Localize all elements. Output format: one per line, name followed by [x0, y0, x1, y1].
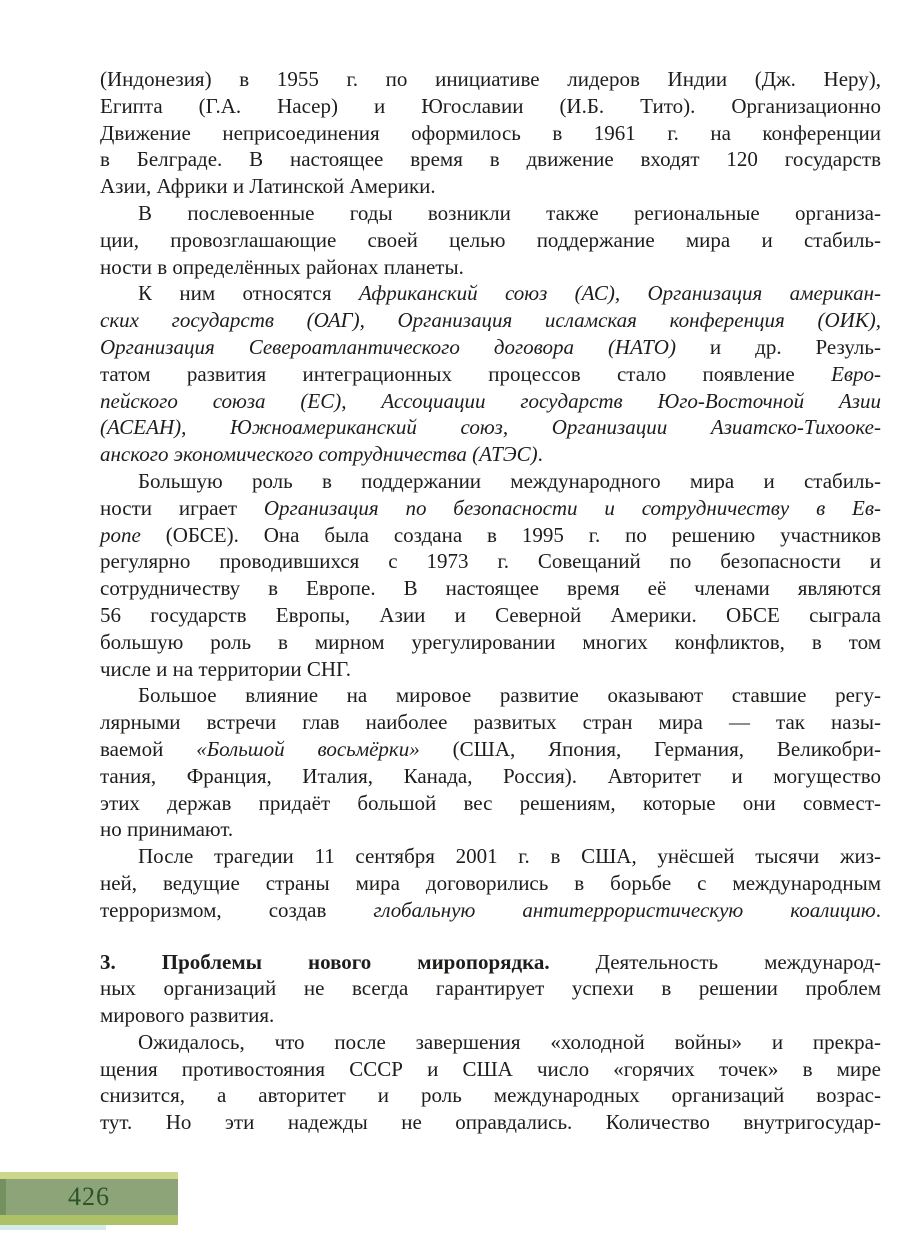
body-text: . — [537, 442, 543, 467]
body-text: После трагедии 11 сентября 2001 г. в США, унёсшей тысячи жиз- — [138, 844, 881, 869]
page-number-box — [0, 1172, 178, 1230]
text-line — [100, 120, 881, 147]
text-line — [100, 897, 881, 924]
text-line — [100, 93, 881, 120]
body-text: ваемой — [100, 736, 197, 761]
body-text: в Белграде. В настоящее время в движение входят 120 государств — [100, 147, 881, 172]
text-line — [100, 629, 881, 656]
text-line — [100, 1002, 881, 1029]
paragraph — [100, 200, 881, 280]
body-text: К ним относятся — [138, 281, 359, 306]
text-line — [100, 200, 881, 227]
text-line — [100, 870, 881, 897]
text-line — [100, 763, 881, 790]
body-text: Египта (Г.А. Насер) и Югославии (И.Б. Тито). Организационно — [100, 93, 881, 118]
text-line — [100, 522, 881, 549]
body-text: (Индонезия) в 1955 г. по инициативе лидеров Индии (Дж. Неру), — [100, 67, 881, 91]
text-line — [100, 790, 881, 817]
italic-text: анского экономического сотрудничества (АТЭС) — [100, 442, 538, 467]
text-line — [100, 548, 881, 575]
italic-text: ских государств (ОАГ), Организация исламская конференция (ОИК), — [100, 308, 881, 333]
text-line — [100, 1056, 881, 1083]
body-text: Большую роль в поддержании международного мира и стабиль- — [138, 468, 881, 493]
paragraph — [100, 682, 881, 843]
body-text: . — [875, 897, 881, 922]
body-text: В послевоенные годы возникли также региональные организа- — [138, 200, 881, 225]
body-text: (ОБСЕ). Она была создана в 1995 г. по решению участников — [140, 522, 881, 547]
text-line — [100, 709, 881, 736]
text-column — [100, 66, 881, 1136]
body-text: сотрудничеству в Европе. В настоящее время её членами являются — [100, 576, 881, 601]
text-line — [100, 441, 881, 468]
text-line — [100, 682, 881, 709]
body-text: ности в определённых районах планеты. — [100, 254, 464, 279]
text-line — [100, 949, 881, 976]
text-line — [100, 280, 881, 307]
body-text: тания, Франция, Италия, Канада, Россия). Авторитет и могущество — [100, 763, 881, 788]
text-line — [100, 575, 881, 602]
text-line — [100, 1109, 881, 1136]
body-text: но принимают. — [100, 817, 234, 842]
text-line — [100, 146, 881, 173]
body-text: мирового развития. — [100, 1003, 275, 1028]
body-text: и др. Резуль- — [675, 334, 881, 359]
text-line — [100, 1082, 881, 1109]
body-text: ности играет — [100, 495, 264, 520]
italic-text: пейского союза (ЕС), Ассоциации государств Юго-Восточной Азии — [100, 388, 881, 413]
body-text: снизится, а авторитет и роль международных организаций возрас- — [100, 1083, 881, 1108]
body-text: терроризмом, создав — [100, 897, 374, 922]
text-line — [100, 656, 881, 683]
body-text: щения противостояния СССР и США число «горячих точек» в мире — [100, 1056, 881, 1081]
text-line — [100, 414, 881, 441]
paragraph — [100, 949, 881, 1029]
italic-text: Организация Североатлантического договора (НАТО) — [100, 334, 676, 359]
pagenum-strip-bottom — [0, 1215, 178, 1225]
italic-text: «Большой восьмёрки» — [196, 736, 420, 761]
body-text: этих держав придаёт большой вес решениям, которые они совмест- — [100, 790, 881, 815]
paragraph — [100, 1029, 881, 1136]
body-text: Большое влияние на мировое развитие оказывают ставшие регу- — [138, 683, 881, 708]
text-line — [100, 495, 881, 522]
italic-text: ропе — [100, 522, 141, 547]
body-text: большую роль в мирном урегулировании многих конфликтов, в том — [100, 629, 881, 654]
body-text: Ожидалось, что после завершения «холодной войны» и прекра- — [138, 1029, 881, 1054]
text-line — [100, 227, 881, 254]
text-line — [100, 975, 881, 1002]
body-text: Азии, Африки и Латинской Америки. — [100, 174, 436, 199]
text-line — [100, 66, 881, 93]
body-text: Деятельность международ- — [549, 949, 882, 974]
body-text: регулярно проводившихся с 1973 г. Совещаний по безопасности и — [100, 549, 881, 574]
text-line — [100, 843, 881, 870]
paragraph — [100, 280, 881, 468]
pagenum-strip-blue — [0, 1225, 106, 1230]
text-line — [100, 1029, 881, 1056]
italic-text: Организация по безопасности и сотрудничеству в Ев- — [263, 495, 881, 520]
body-text: числе и на территории СНГ. — [100, 656, 352, 681]
body-text: Движение неприсоединения оформилось в 1961 г. на конференции — [100, 120, 881, 145]
text-line — [100, 468, 881, 495]
body-text: (США, Япония, Германия, Великобри- — [419, 736, 881, 761]
italic-text: Африканский союз (АС), Организация американ- — [358, 281, 882, 306]
body-text: ции, провозглашающие своей целью поддержание мира и стабиль- — [100, 227, 881, 252]
italic-text: глобальную антитеррористическую коалицию — [373, 897, 876, 922]
text-line — [100, 361, 881, 388]
text-line — [100, 307, 881, 334]
text-line — [100, 736, 881, 763]
italic-text: Евро- — [831, 361, 881, 386]
pagenum-strip-top — [0, 1172, 178, 1179]
body-text: лярными встречи глав наиболее развитых стран мира — так назы- — [100, 710, 881, 735]
page-number: 426 — [68, 1182, 110, 1211]
body-text: тут. Но эти надежды не оправдались. Количество внутригосудар- — [100, 1110, 881, 1135]
body-text: 56 государств Европы, Азии и Северной Америки. ОБСЕ сыграла — [100, 602, 881, 627]
text-line — [100, 816, 881, 843]
paragraph — [100, 468, 881, 682]
text-line — [100, 334, 881, 361]
paragraph — [100, 843, 881, 923]
heading-text: 3. Проблемы нового миропорядка. — [100, 949, 550, 974]
text-line — [100, 254, 881, 281]
text-line — [100, 173, 881, 200]
italic-text: (АСЕАН), Южноамериканский союз, Организации Азиатско-Тихооке- — [100, 415, 881, 440]
text-line — [100, 388, 881, 415]
body-text: ных организаций не всегда гарантирует успехи в решении проблем — [100, 976, 881, 1001]
text-line — [100, 602, 881, 629]
body-text: ней, ведущие страны мира договорились в борьбе с международным — [100, 870, 881, 895]
body-text: татом развития интеграционных процессов стало появление — [100, 361, 832, 386]
paragraph — [100, 66, 881, 200]
